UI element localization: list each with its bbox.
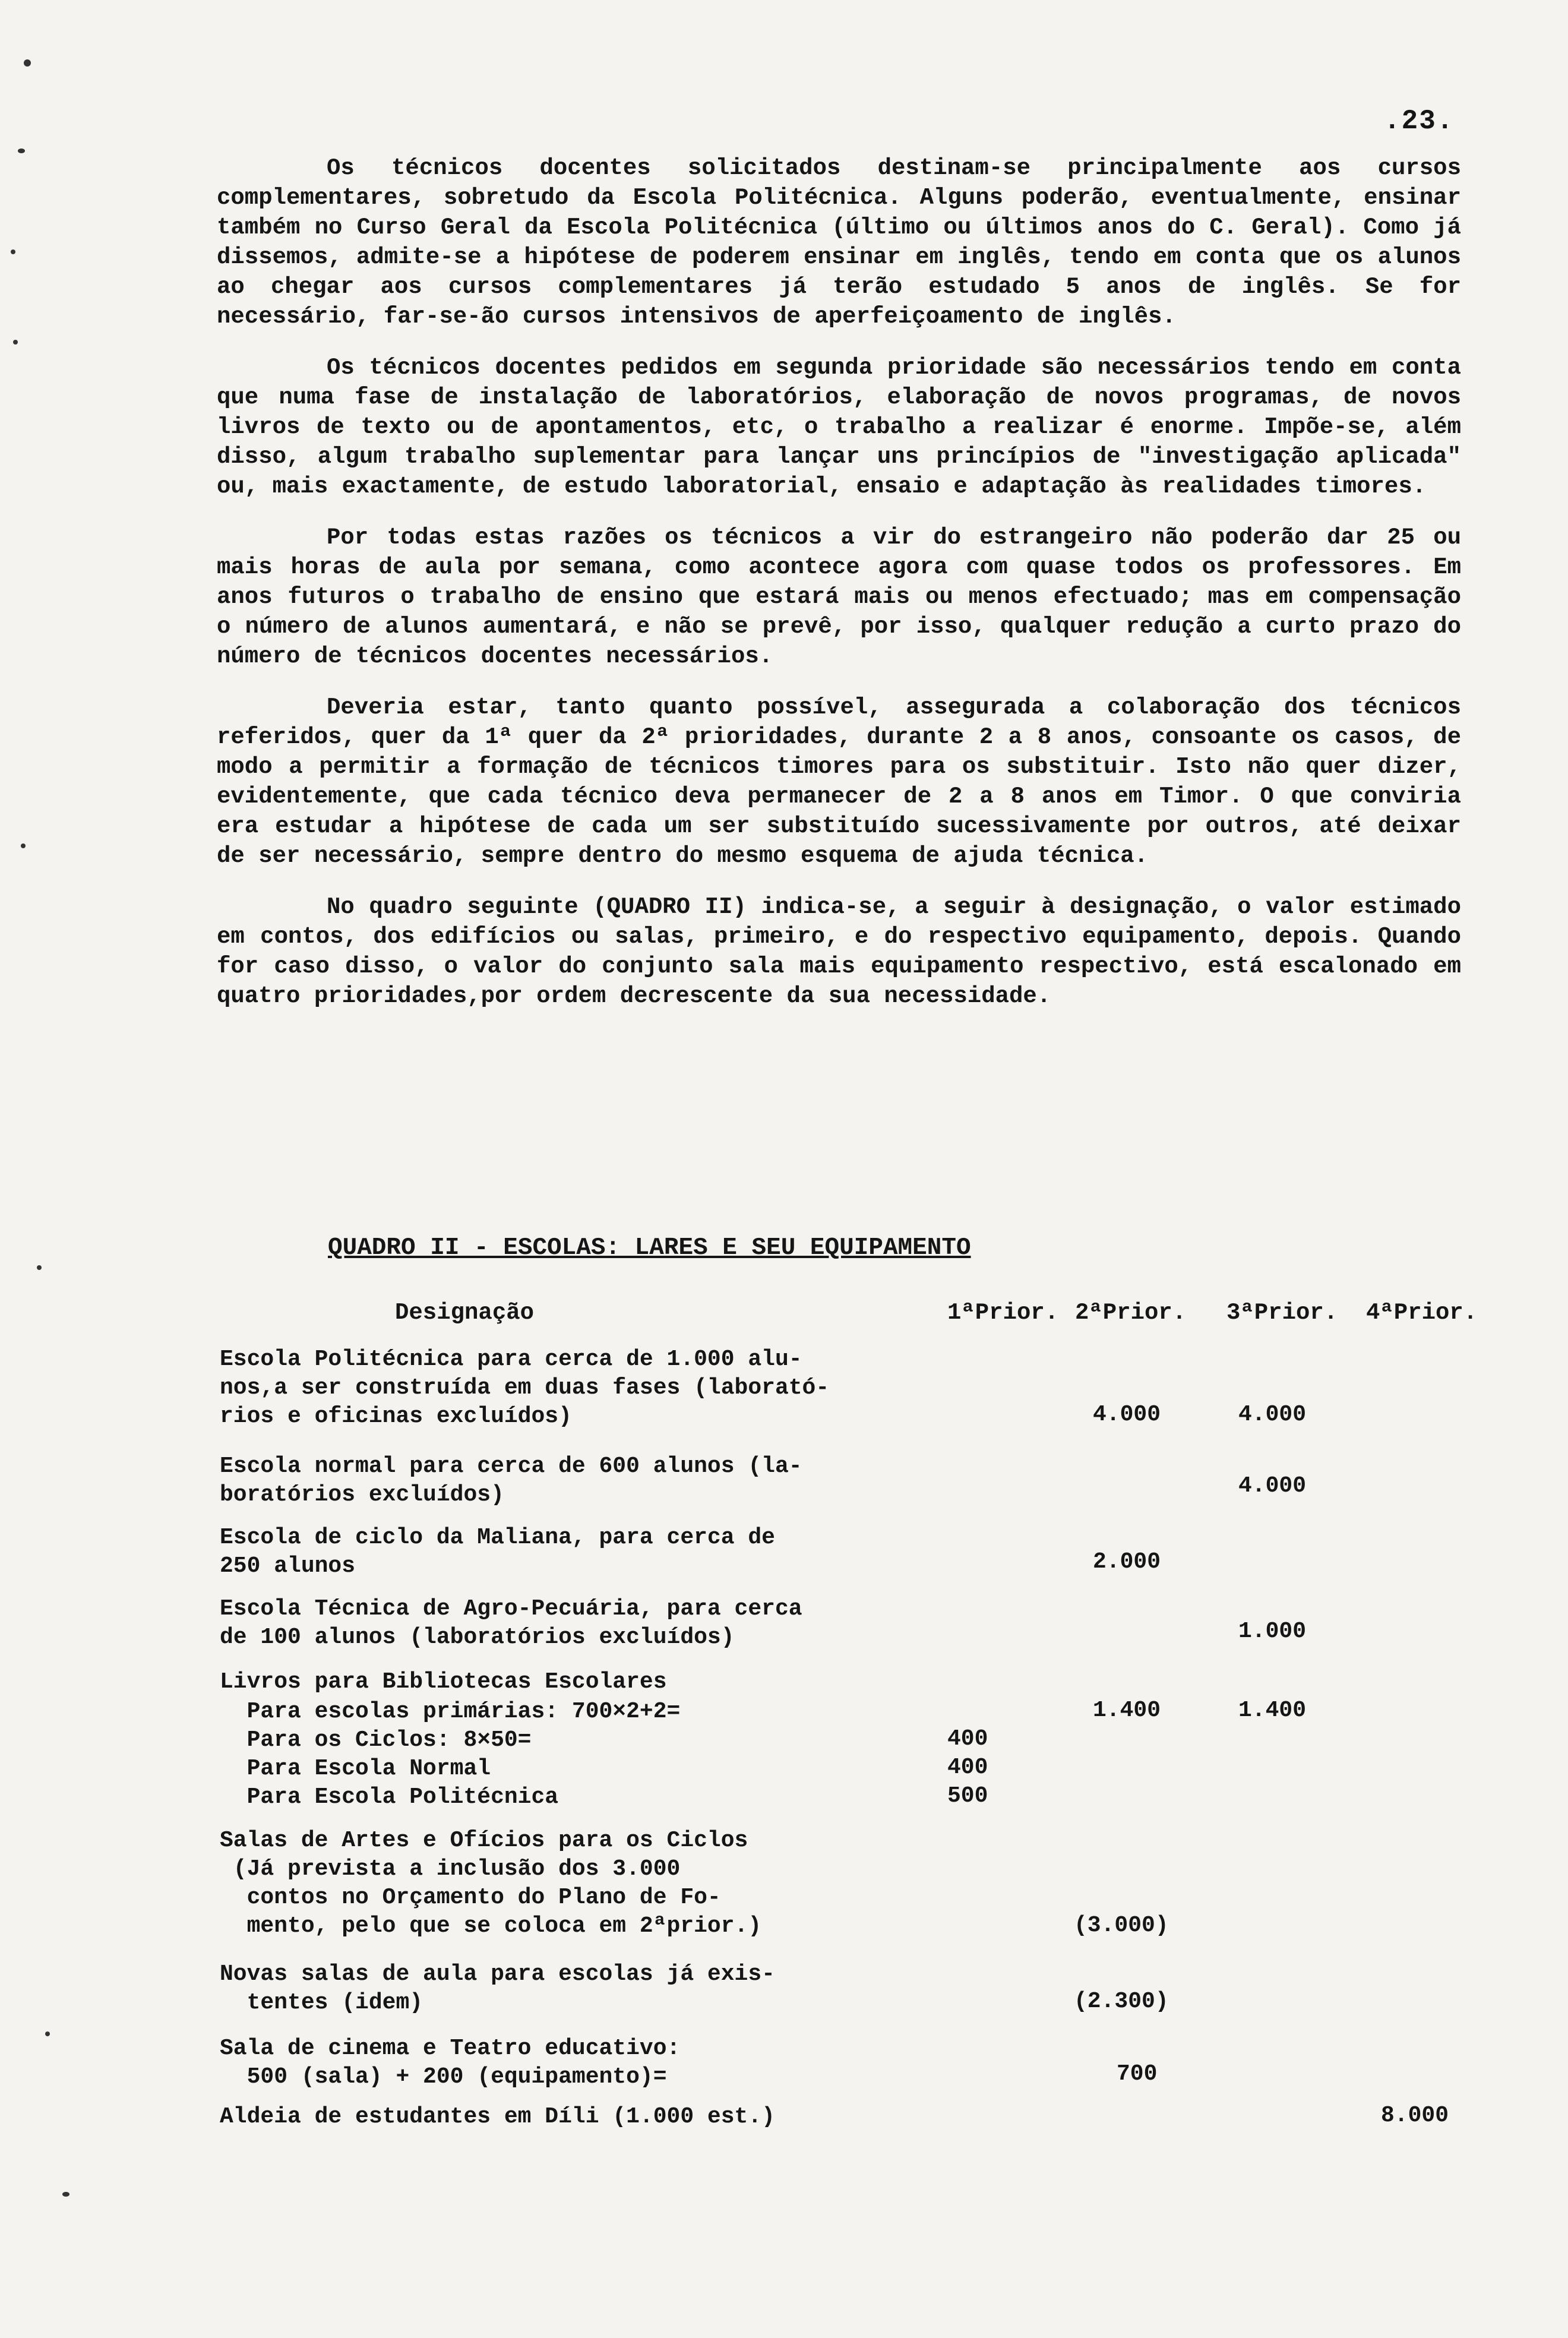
scan-speck: [21, 843, 26, 848]
table-cell-p2: 2.000: [1093, 1549, 1161, 1575]
table-cell-p2: 1.400: [1093, 1698, 1161, 1723]
table-cell-p2: (2.300): [1074, 1989, 1169, 2014]
header-priority-3: 3ªPrior.: [1226, 1300, 1338, 1326]
paragraph: Deveria estar, tanto quanto possível, assegurada a colaboração dos técnicos referidos, quer da 1ª quer da 2ª prioridades, durante 2 a 8 anos, consoante os casos, de modo a permitir a formação de técnicos timores para os substituir. Isto não quer dizer, evidentemente, que cada técnico deva permanecer de 2 a 8 anos em Timor. O que conviria era estudar a hipótese de cada um ser substituído sucessivamente por outros, até deixar de ser necessário, sempre dentro do mesmo esquema de ajuda técnica.: [217, 694, 1461, 869]
table-cell-p2: (3.000): [1074, 1913, 1169, 1938]
scan-speck: [45, 2031, 50, 2036]
paragraph: Os técnicos docentes solicitados destinam-se principalmente aos cursos complementares, sobretudo da Escola Politécnica. Alguns poderão, eventualmente, ensinar também no Curso Geral da Escola Politécnica (último ou últimos anos do C. Geral). Como já dissemos, admite-se a hipótese de poderem ensinar em inglês, tendo em conta que os alunos ao chegar aos cursos complementares já terão estudado 5 anos de inglês. Se for necessário, far-se-ão cursos intensivos de aperfeiçoamento de inglês.: [217, 155, 1461, 330]
scan-speck: [37, 1265, 42, 1270]
table-cell-p1: 400: [947, 1755, 988, 1780]
table-cell-p2: 700: [1117, 2061, 1158, 2087]
paragraph: No quadro seguinte (QUADRO II) indica-se, a seguir à designação, o valor estimado em contos, dos edifícios ou salas, primeiro, e do respectivo equipamento, depois. Quando for caso disso, o valor do conjunto sala mais equipamento respectivo, está escalonado em quatro prioridades,por ordem decrescente da sua necessidade.: [217, 894, 1461, 1009]
header-priority-4: 4ªPrior.: [1366, 1300, 1478, 1326]
scan-speck: [62, 2192, 69, 2197]
header-designation: Designação: [395, 1300, 535, 1326]
table-row-label: Para Escola Politécnica: [220, 1784, 559, 1810]
table-row-label: Para Escola Normal: [220, 1756, 491, 1781]
header-priority-1: 1ªPrior.: [947, 1300, 1059, 1326]
table-row-label: Salas de Artes e Ofícios para os Ciclos (Já prevista a inclusão dos 3.000 contos no Orçamento do Plano de Fo- mento, pelo que se coloca em 2ªprior.): [220, 1828, 762, 1939]
table-cell-p3: 4.000: [1238, 1402, 1307, 1427]
scan-speck: [18, 149, 25, 153]
table-cell-p3: 1.000: [1238, 1619, 1307, 1644]
table-row-label: Para escolas primárias: 700×2+2=: [220, 1699, 681, 1724]
scan-speck: [24, 59, 31, 67]
table-row-label: Para os Ciclos: 8×50=: [220, 1727, 532, 1753]
table-row-label: Sala de cinema e Teatro educativo: 500 (sala) + 200 (equipamento)=: [220, 2036, 681, 2090]
table-row-label: Escola normal para cerca de 600 alunos (la- boratórios excluídos): [220, 1454, 802, 1508]
table-cell-p4: 8.000: [1381, 2103, 1449, 2128]
table-cell-p1: 500: [947, 1783, 988, 1809]
scan-speck: [13, 340, 18, 345]
scan-speck: [11, 249, 15, 254]
paragraph: Os técnicos docentes pedidos em segunda prioridade são necessários tendo em conta que numa fase de instalação de laboratórios, elaboração de novos programas, de novos livros de texto ou de apontamentos, etc, o trabalho a realizar é enorme. Impõe-se, além disso, algum trabalho suplementar para lançar uns princípios de "investigação aplicada" ou, mais exactamente, de estudo laboratorial, ensaio e adaptação às realidades timores.: [217, 355, 1461, 500]
table-cell-p3: 4.000: [1238, 1473, 1307, 1499]
header-priority-2: 2ªPrior.: [1075, 1300, 1187, 1326]
table-row-label: Escola Técnica de Agro-Pecuária, para cerca de 100 alunos (laboratórios excluídos): [220, 1596, 802, 1650]
table-row-label: Escola Politécnica para cerca de 1.000 alu- nos,a ser construída em duas fases (laborató- rios e oficinas excluídos): [220, 1347, 830, 1429]
table-row-label: Escola de ciclo da Maliana, para cerca de 250 alunos: [220, 1525, 775, 1579]
paragraph: Por todas estas razões os técnicos a vir do estrangeiro não poderão dar 25 ou mais horas de aula por semana, como acontece agora com quase todos os professores. Em anos futuros o trabalho de ensino que estará mais ou menos efectuado; mas em compensação o número de alunos aumentará, e não se prevê, por isso, qualquer redução a curto prazo do número de técnicos docentes necessários.: [217, 525, 1461, 669]
table-row-label: Aldeia de estudantes em Díli (1.000 est.): [220, 2104, 775, 2130]
table-cell-p3: 1.400: [1238, 1698, 1307, 1723]
table-row-label: Novas salas de aula para escolas já exis- tentes (idem): [220, 1961, 775, 2015]
table-cell-p1: 400: [947, 1726, 988, 1752]
table-row-label: Livros para Bibliotecas Escolares: [220, 1669, 667, 1695]
body-text: [217, 153, 1461, 1032]
page-number: .23.: [1384, 106, 1455, 137]
table-title: QUADRO II - ESCOLAS: LARES E SEU EQUIPAMENTO: [328, 1234, 971, 1262]
table-cell-p2: 4.000: [1093, 1402, 1161, 1427]
